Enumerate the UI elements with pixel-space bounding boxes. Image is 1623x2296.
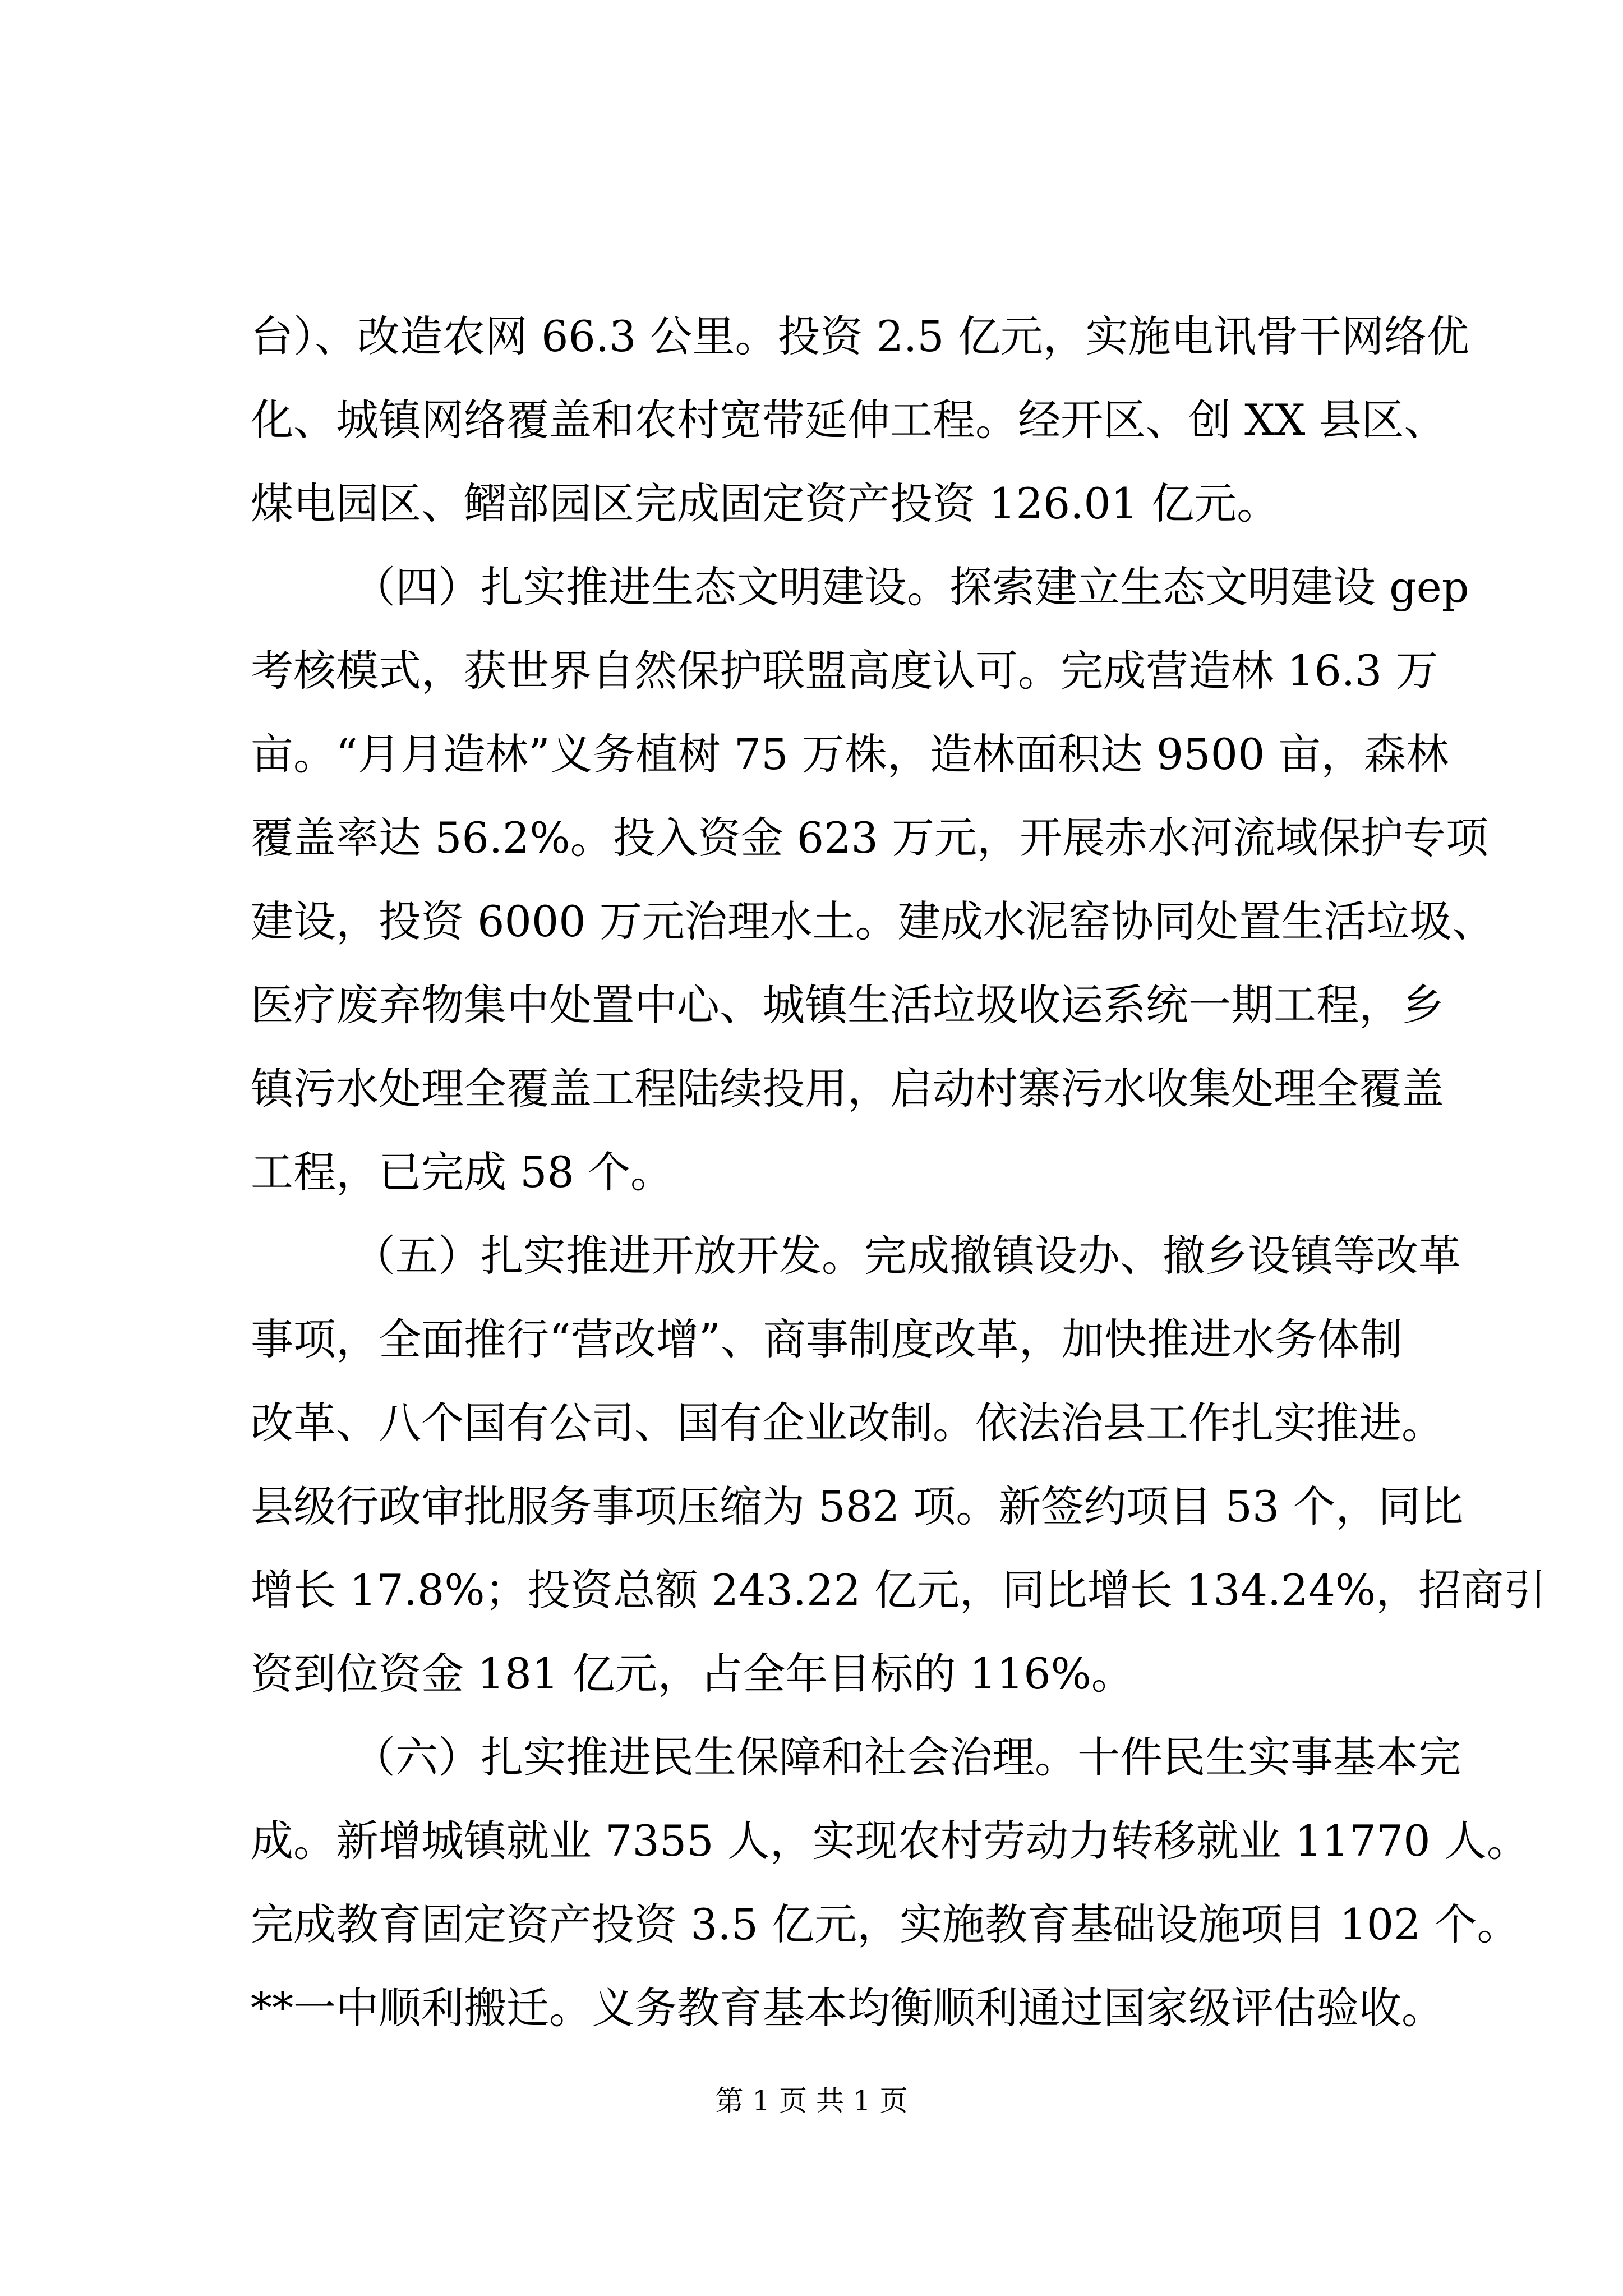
text-line: 工程，已完成 58 个。 (251, 1147, 674, 1197)
text-line: 事项，全面推行“营改增”、商事制度改革，加快推进水务体制 (251, 1314, 1403, 1364)
section-heading-line: （六）扎实推进民生保障和社会治理。十件民生实事基本完 (353, 1732, 1461, 1782)
text-line: 考核模式，获世界自然保护联盟高度认可。完成营造林 16.3 万 (251, 646, 1438, 696)
text-line: 煤电园区、鳛部园区完成固定资产投资 126.01 亿元。 (251, 478, 1280, 528)
document-body (251, 295, 1547, 2050)
text-line: 台）、改造农网 66.3 公里。投资 2.5 亿元，实施电讯骨干网络优 (251, 311, 1469, 361)
page-footer: 第 1 页 共 1 页 (715, 2085, 908, 2117)
text-line: 覆盖率达 56.2%。投入资金 623 万元，开展赤水河流域保护专项 (251, 813, 1488, 863)
text-line: 化、城镇网络覆盖和农村宽带延伸工程。经开区、创 XX 县区、 (251, 395, 1447, 445)
section-heading-line: （四）扎实推进生态文明建设。探索建立生态文明建设 gep (353, 562, 1469, 612)
text-line: 亩。“月月造林”义务植树 75 万株，造林面积达 9500 亩，森林 (251, 729, 1449, 779)
text-line: 镇污水处理全覆盖工程陆续投用，启动村寨污水收集处理全覆盖 (251, 1064, 1444, 1114)
text-line: 县级行政审批服务事项压缩为 582 项。新签约项目 53 个，同比 (251, 1481, 1464, 1531)
text-line: 完成教育固定资产投资 3.5 亿元，实施教育基础设施项目 102 个。 (251, 1899, 1520, 1949)
section-heading-line: （五）扎实推进开放开发。完成撤镇设办、撤乡设镇等改革 (353, 1231, 1461, 1281)
text-line: 医疗废弃物集中处置中心、城镇生活垃圾收运系统一期工程，乡 (251, 980, 1444, 1030)
text-line: **一中顺利搬迁。义务教育基本均衡顺利通过国家级评估验收。 (251, 1983, 1444, 2033)
text-line: 改革、八个国有公司、国有企业改制。依法治县工作扎实推进。 (251, 1398, 1444, 1448)
text-line: 成。新增城镇就业 7355 人，实现农村劳动力转移就业 11770 人。 (251, 1816, 1529, 1866)
text-line: 资到位资金 181 亿元，占全年目标的 116%。 (251, 1649, 1134, 1699)
text-line: 增长 17.8%；投资总额 243.22 亿元，同比增长 134.24%，招商引 (251, 1565, 1547, 1615)
text-line: 建设，投资 6000 万元治理水土。建成水泥窑协同处置生活垃圾、 (251, 896, 1495, 946)
